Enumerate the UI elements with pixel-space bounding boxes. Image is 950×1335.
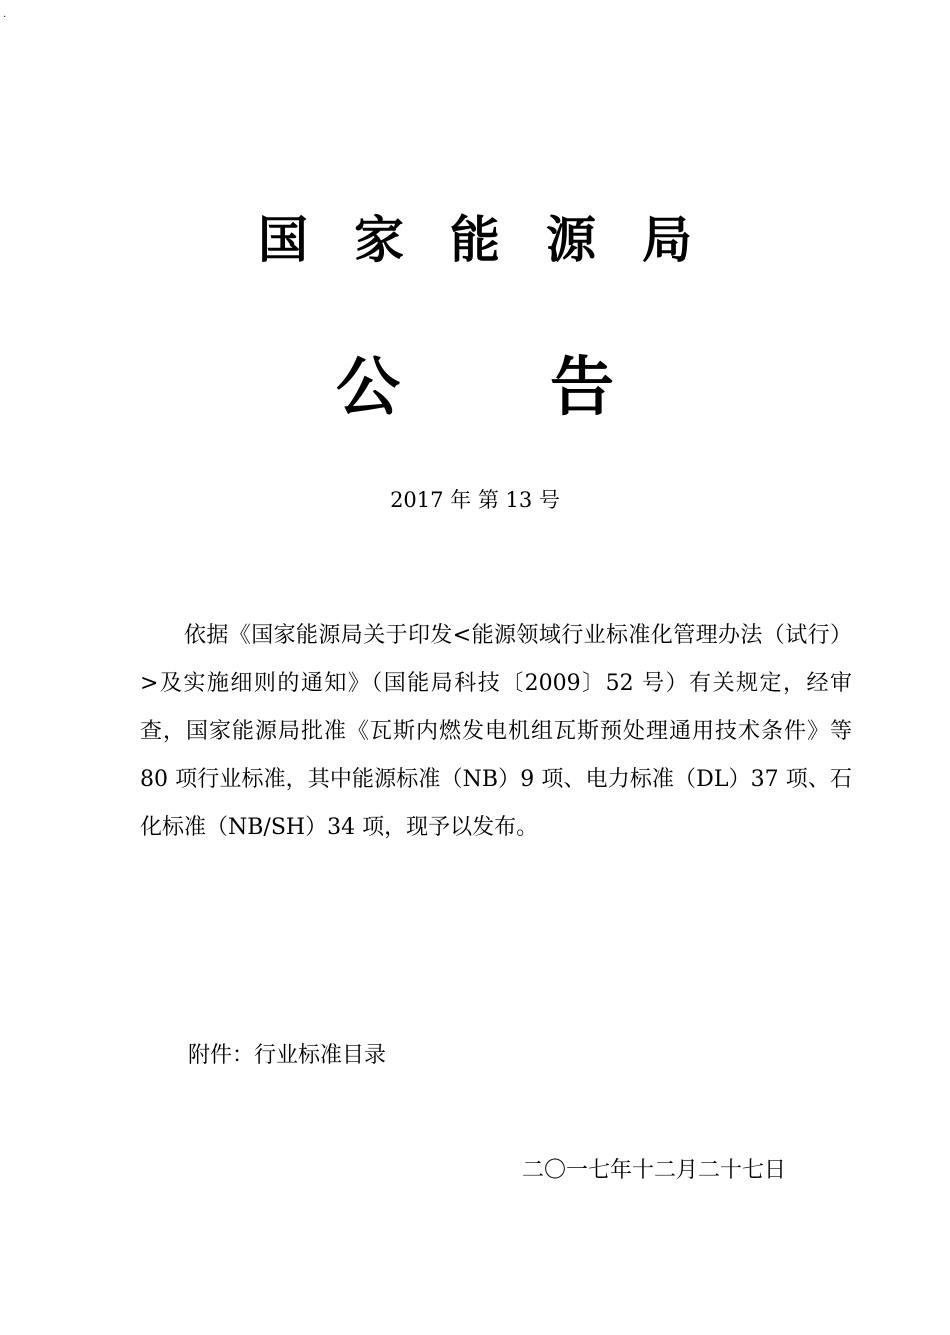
notice-body: 依据《国家能源局关于印发<能源领域行业标准化管理办法（试行）>及实施细则的通知》（国能局科技〔2009〕52 号）有关规定，经审查，国家能源局批准《瓦斯内燃发电机组瓦斯预处理通用技术条件》等 80 项行业标准，其中能源标准（NB）9 项、电力标准（DL）37 项、石化标准（NB/SH）34 项，现予以发布。 xyxy=(140,623,852,840)
notice-number: 2017 年 第 13 号 xyxy=(390,488,560,512)
organization-title: 国家能源局 xyxy=(258,210,738,269)
attachment-line: 附件：行业标准目录 xyxy=(188,1043,387,1068)
signing-date: 二〇一七年十二月二十七日 xyxy=(522,1158,787,1183)
corner-mark: . xyxy=(3,9,7,20)
notice-title: 公告 xyxy=(336,350,764,425)
